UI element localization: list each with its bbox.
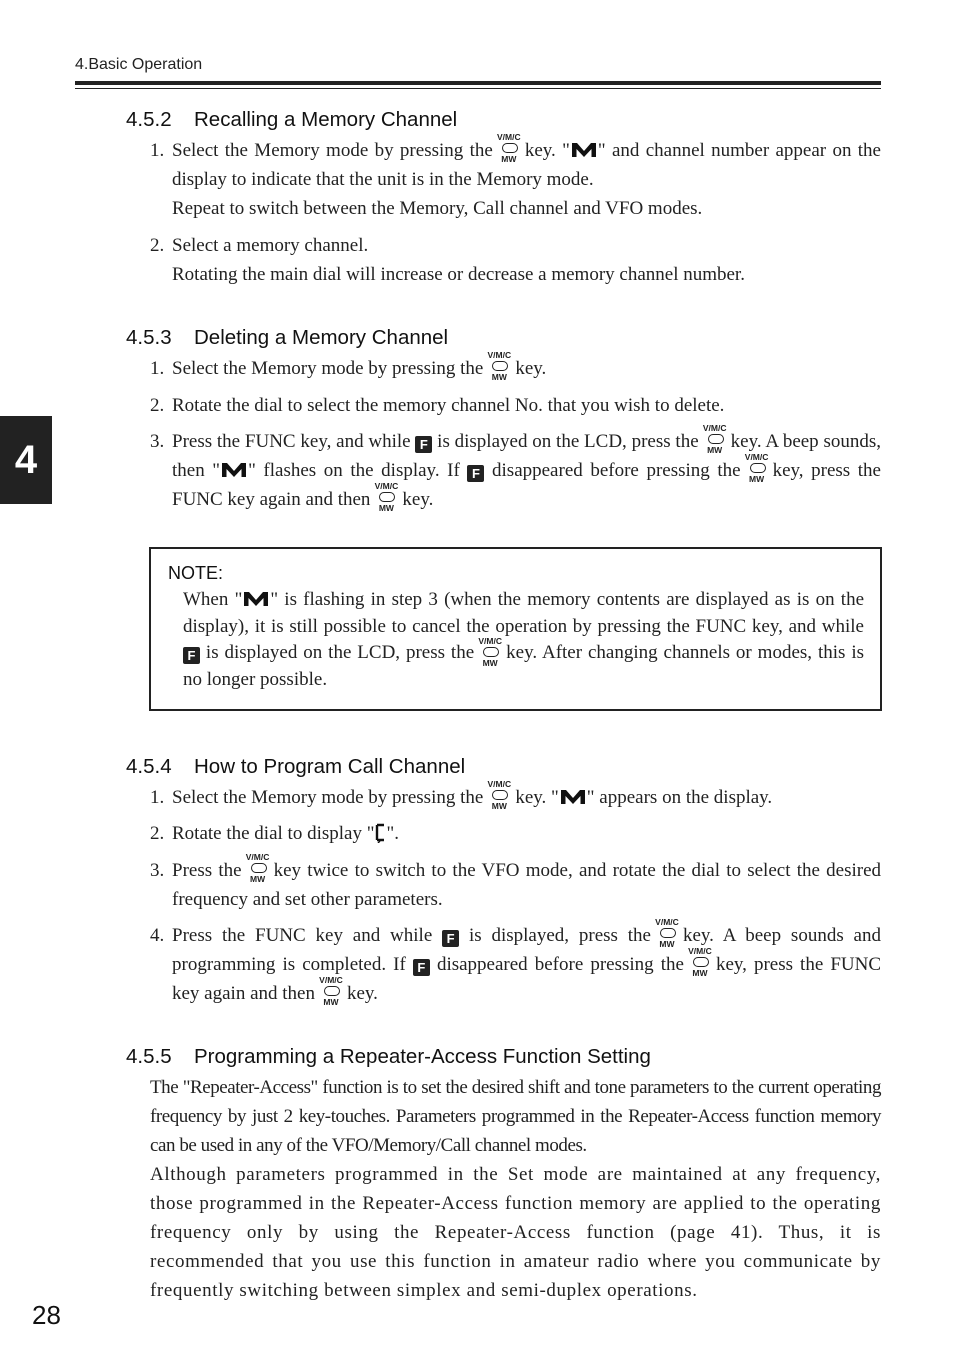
vmc-key-icon	[374, 481, 399, 514]
key-bottom-label: MW	[491, 372, 507, 382]
key-bottom-label: MW	[659, 939, 675, 949]
item-number: 1.	[150, 787, 165, 808]
item-text: " and channel number appear on the display to indicate that the unit is in the Memory mode.	[172, 140, 881, 190]
func-f-icon: F	[442, 930, 459, 947]
item-text: Rotate the dial to display "	[172, 823, 375, 844]
key-bottom-label: MW	[501, 154, 517, 164]
vmc-key-icon	[245, 852, 270, 885]
section-title: Recalling a Memory Channel	[194, 108, 458, 131]
key-top-label: V/M/C	[487, 350, 512, 360]
key-top-label: V/M/C	[245, 852, 270, 862]
vmc-key-icon	[487, 350, 512, 383]
item-text: Press the FUNC key, and while	[172, 431, 411, 452]
key-bottom-label: MW	[482, 658, 498, 668]
item-text: Select the Memory mode by pressing the	[172, 358, 484, 379]
item-text: key. "	[524, 140, 570, 161]
list-item	[150, 391, 881, 420]
item-text: key.	[346, 983, 378, 1004]
call-c-display-icon	[374, 823, 386, 843]
item-number: 4.	[150, 925, 165, 946]
body-paragraph: Although parameters programmed in the Set mode are maintained at any frequency, those programmed in the Repeater-Access function memory are applied to the operating frequency only by using the Repeater-Access function (page 41). Thus, it is recommended that you use this function in amateur radio where you communicate by frequently switching between simplex and semi-duplex operations.	[150, 1164, 881, 1301]
item-text: disappeared before pressing the	[492, 460, 741, 481]
vmc-key-icon	[319, 975, 343, 1008]
note-text-part: key. After changing channels or modes, this is no longer possible.	[183, 642, 864, 690]
key-bottom-label: MW	[323, 997, 339, 1007]
item-text: key. "	[515, 787, 559, 808]
memory-m-icon	[220, 461, 248, 479]
func-f-icon: F	[183, 647, 200, 664]
key-bottom-label: MW	[707, 445, 723, 455]
key-top-label: V/M/C	[744, 452, 769, 462]
vmc-key-icon	[744, 452, 769, 485]
item-text: key.	[515, 358, 547, 379]
item-number: 3.	[150, 431, 165, 452]
key-bottom-label: MW	[692, 968, 708, 978]
section-number: 4.5.4	[126, 755, 172, 778]
item-text: Select a memory channel.	[172, 235, 369, 256]
item-text: key twice to switch to the VFO mode, and rotate the dial to select the desired frequency and set other parameters.	[172, 860, 882, 910]
item-text: Select the Memory mode by pressing the	[172, 140, 493, 161]
item-text: key, press the FUNC key again and then	[172, 460, 881, 510]
item-number: 1.	[150, 140, 165, 161]
note-text	[183, 587, 864, 693]
key-bottom-label: MW	[491, 801, 507, 811]
item-text: Press the	[172, 860, 242, 881]
list-item	[150, 132, 881, 223]
section-number: 4.5.3	[126, 326, 172, 349]
chapter-tab: 4	[0, 416, 52, 504]
item-text: Rotate the dial to select the memory channel No. that you wish to delete.	[172, 395, 725, 416]
vmc-key-icon	[497, 132, 521, 165]
list-item	[150, 231, 881, 289]
section-title: How to Program Call Channel	[194, 755, 466, 778]
item-number: 2.	[150, 235, 165, 256]
item-text: ".	[386, 823, 399, 844]
key-top-label: V/M/C	[655, 917, 679, 927]
note-text-part: " is flashing in step 3 (when the memory contents are displayed as is on the display), it is still possible to cancel the operation by pressing the FUNC key, and while	[183, 589, 864, 637]
key-bottom-label: MW	[250, 874, 266, 884]
item-text: " flashes on the display. If	[248, 460, 460, 481]
item-number: 3.	[150, 860, 165, 881]
list-item	[150, 819, 881, 848]
item-number: 2.	[150, 395, 165, 416]
key-top-label: V/M/C	[702, 423, 727, 433]
item-text: key. A beep sounds, then "	[172, 431, 882, 481]
note-box	[149, 547, 882, 711]
header-rule-thick	[75, 81, 881, 85]
section-heading-4-5-5	[126, 1045, 651, 1069]
section-heading-4-5-4	[126, 755, 465, 779]
vmc-key-icon	[688, 946, 712, 979]
item-text: key. A beep sounds and programming is completed. If	[172, 925, 881, 975]
key-top-label: V/M/C	[497, 132, 521, 142]
section-title: Deleting a Memory Channel	[194, 326, 449, 349]
func-f-icon: F	[467, 465, 484, 482]
list-item	[150, 350, 881, 383]
func-f-icon: F	[413, 959, 430, 976]
memory-m-icon	[559, 788, 587, 806]
header-rule-thin	[75, 88, 881, 89]
body-paragraph: The "Repeater-Access" function is to set the desired shift and tone parameters to the current operating frequency by just 2 key-touches. Parameters programmed in the Repeater-Access function memory can be used in any of the VFO/Memory/Call channel modes.	[150, 1077, 881, 1156]
list-item	[150, 423, 882, 514]
func-f-icon: F	[415, 436, 432, 453]
key-top-label: V/M/C	[374, 481, 399, 491]
section-number: 4.5.5	[126, 1045, 172, 1068]
key-top-label: V/M/C	[478, 636, 502, 646]
page-number: 28	[32, 1300, 61, 1330]
list-item	[150, 779, 881, 812]
vmc-key-icon	[478, 636, 502, 668]
item-text: disappeared before pressing the	[436, 954, 684, 975]
list-item	[150, 852, 882, 914]
section-number: 4.5.2	[126, 108, 172, 131]
memory-m-icon	[570, 141, 598, 159]
item-subtext: Repeat to switch between the Memory, Call channel and VFO modes.	[172, 198, 703, 219]
item-subtext: Rotating the main dial will increase or decrease a memory channel number.	[172, 264, 745, 285]
key-top-label: V/M/C	[487, 779, 512, 789]
note-text-part: is displayed on the LCD, press the	[205, 642, 475, 663]
key-top-label: V/M/C	[319, 975, 343, 985]
key-top-label: V/M/C	[688, 946, 712, 956]
section-heading-4-5-3	[126, 326, 448, 350]
running-header: 4.Basic Operation	[75, 56, 203, 73]
note-text-part: When "	[183, 589, 243, 610]
section-heading-4-5-2	[126, 108, 457, 132]
key-bottom-label: MW	[378, 503, 394, 513]
item-text: Press the FUNC key and while	[172, 925, 433, 946]
item-text: is displayed, press the	[468, 925, 651, 946]
item-text: key, press the FUNC key again and then	[172, 954, 882, 1004]
item-text: key.	[402, 489, 434, 510]
note-label: NOTE:	[168, 563, 224, 583]
item-number: 2.	[150, 823, 165, 844]
vmc-key-icon	[487, 779, 512, 812]
item-text: " appears on the display.	[586, 787, 773, 808]
item-number: 1.	[150, 358, 165, 379]
vmc-key-icon	[655, 917, 679, 950]
vmc-key-icon	[702, 423, 727, 456]
item-text: is displayed on the LCD, press the	[437, 431, 699, 452]
item-text: Select the Memory mode by pressing the	[172, 787, 484, 808]
section-title: Programming a Repeater-Access Function Setting	[194, 1045, 651, 1068]
memory-m-icon	[242, 590, 270, 608]
list-item	[150, 917, 882, 1008]
key-bottom-label: MW	[749, 474, 765, 484]
